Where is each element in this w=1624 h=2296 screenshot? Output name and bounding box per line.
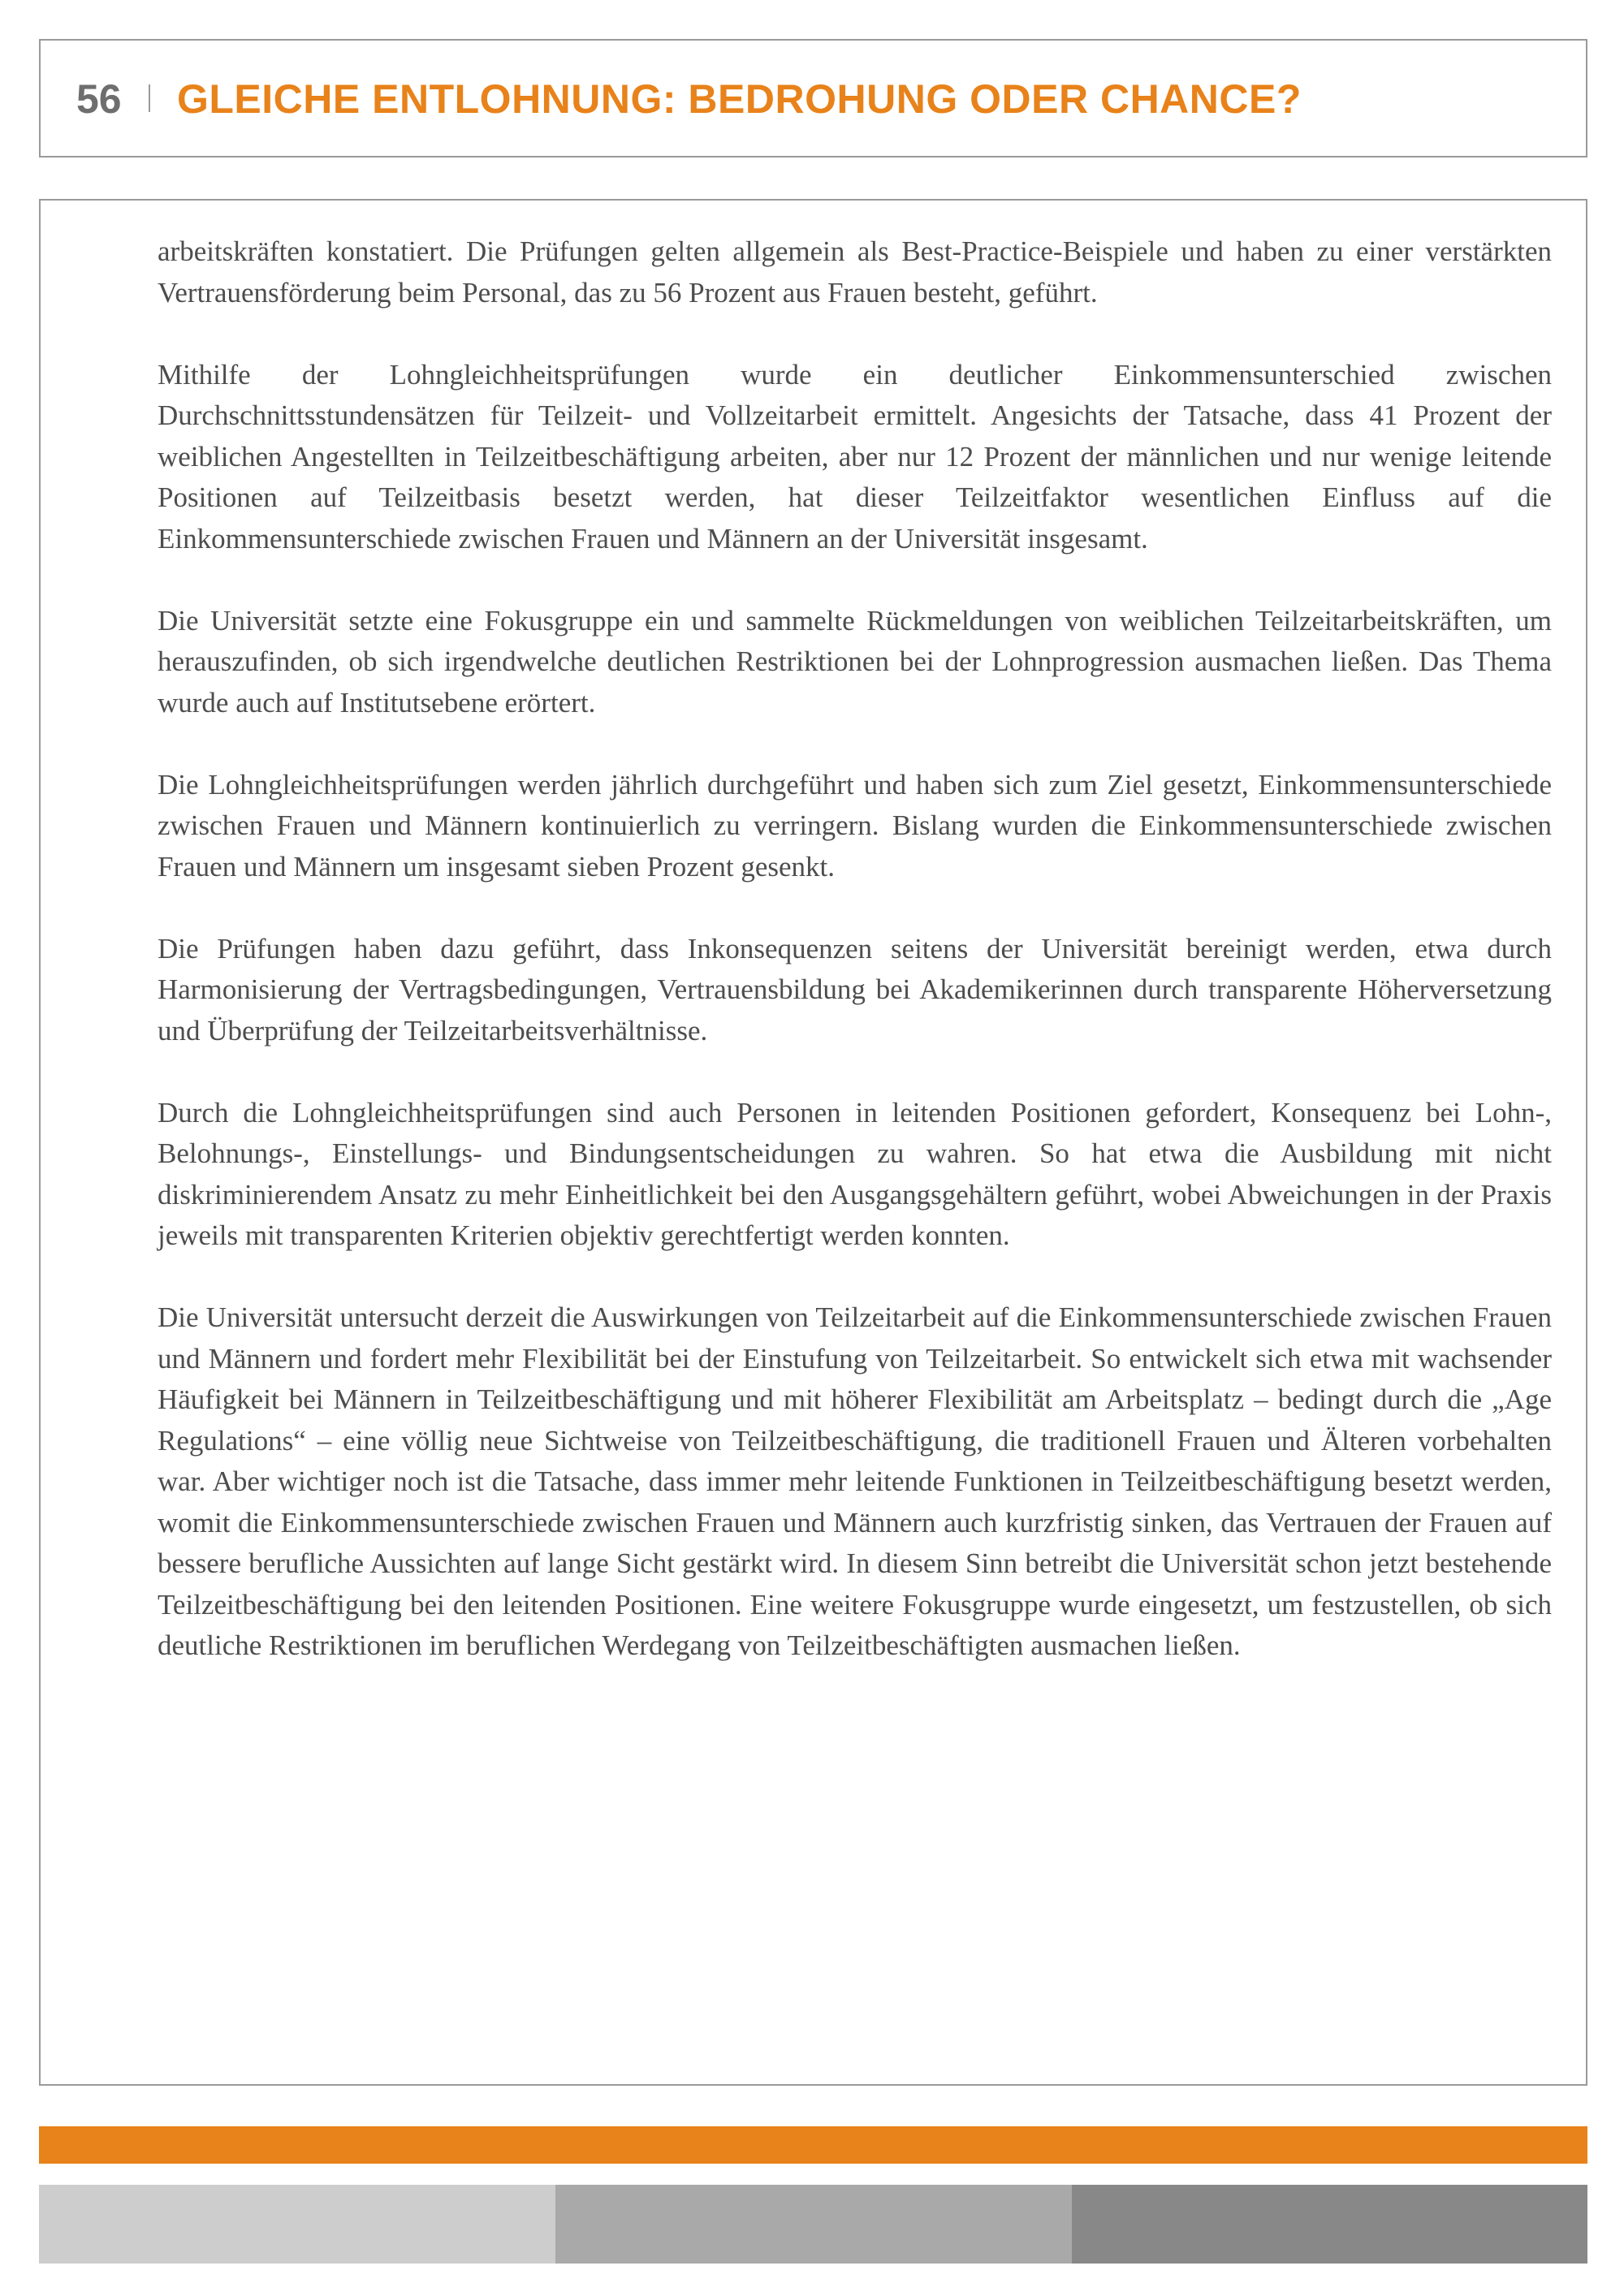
paragraph-2: Mithilfe der Lohngleichheitsprüfungen wurde ein deutlicher Einkommensunterschied zwischen Durchschnittsstundensätzen für Teilzeit- und Vollzeitarbeit ermittelt. Angesichts der Tatsache, dass 41 Prozent der weiblichen Angestellten in Teilzeitbeschäftigung arbeiten, aber nur 12 Prozent der männlichen und nur wenige leitende Positionen auf Teilzeitbasis besetzt werden, hat dieser Teilzeitfaktor wesentlichen Einfluss auf die Einkommensunterschiede zwischen Frauen und Männern an der Universität insgesamt. xyxy=(158,358,1552,555)
footer-bar-dark xyxy=(1072,2185,1587,2264)
page-number: 56 xyxy=(76,76,122,122)
page-title: GLEICHE ENTLOHNUNG: BEDROHUNG ODER CHANCE? xyxy=(177,76,1302,122)
paragraph-7: Die Universität untersucht derzeit die Auswirkungen von Teilzeitarbeit auf die Einkommensunterschiede zwischen Frauen und Männern und fordert mehr Flexibilität bei der Einstufung von Teilzeitarbeit. So entwickelt sich etwa mit wachsender Häufigkeit bei Männern in Teilzeitbeschäftigung und mit höherer Flexibilität am Arbeitsplatz – bedingt durch die „Age Regulations“ – eine völlig neue Sichtweise von Teilzeitbeschäftigung, die traditionell Frauen und Älteren vorbehalten war. Aber wichtiger noch ist die Tatsache, dass immer mehr leitende Funktionen in Teilzeitbeschäftigung besetzt werden, womit die Einkommensunterschiede zwischen Frauen und Männern auch kurzfristig sinken, das Vertrauen der Frauen auf bessere berufliche Aussichten auf lange Sicht gestärkt wird. In diesem Sinn betreibt die Universität schon jetzt bestehende Teilzeitbeschäftigung bei den leitenden Positionen. Eine weitere Fokusgruppe wurde eingesetzt, um festzustellen, ob sich deutliche Restriktionen im beruflichen Werdegang von Teilzeitbeschäftigten ausmachen ließen. xyxy=(158,1301,1552,1661)
paragraph-4: Die Lohngleichheitsprüfungen werden jährlich durchgeführt und haben sich zum Ziel gesetzt, Einkommensunterschiede zwischen Frauen und Männern kontinuierlich zu verringern. Bislang wurden die Einkommensunterschiede zwischen Frauen und Männern um insgesamt sieben Prozent gesenkt. xyxy=(158,768,1552,883)
paragraph-1: arbeitskräften konstatiert. Die Prüfungen gelten allgemein als Best-Practice-Beispiele und haben zu einer verstärkten Vertrauensförderung beim Personal, das zu 56 Prozent aus Frauen besteht, geführt. xyxy=(158,235,1552,309)
footer-bar-light xyxy=(39,2185,555,2264)
page-header xyxy=(39,39,1587,158)
paragraph-5: Die Prüfungen haben dazu geführt, dass Inkonsequenzen seitens der Universität bereinigt werden, etwa durch Harmonisierung der Vertragsbedingungen, Vertrauensbildung bei Akademikerinnen durch transparente Höherversetzung und Überprüfung der Teilzeitarbeitsverhältnisse. xyxy=(158,932,1552,1047)
paragraph-6: Durch die Lohngleichheitsprüfungen sind auch Personen in leitenden Positionen gefordert, Konsequenz bei Lohn-, Belohnungs-, Einstellungs- und Bindungsentscheidungen zu wahren. So hat etwa die Ausbildung mit nicht diskriminierendem Ansatz zu mehr Einheitlichkeit bei den Ausgangsgehältern geführt, wobei Abweichungen in der Praxis jeweils mit transparenten Kriterien objektiv gerechtfertigt werden konnten. xyxy=(158,1096,1552,1251)
content-frame xyxy=(39,199,1587,2086)
paragraph-3: Die Universität setzte eine Fokusgruppe ein und sammelte Rückmeldungen von weiblichen Teilzeitarbeitskräften, um herauszufinden, ob sich irgendwelche deutlichen Restriktionen bei der Lohnprogression ausmachen ließen. Das Thema wurde auch auf Institutsebene erörtert. xyxy=(158,604,1552,719)
footer-accent-bar xyxy=(39,2126,1587,2164)
header-divider xyxy=(149,84,150,112)
body-text xyxy=(158,231,1552,1707)
footer-bar-mid xyxy=(555,2185,1072,2264)
